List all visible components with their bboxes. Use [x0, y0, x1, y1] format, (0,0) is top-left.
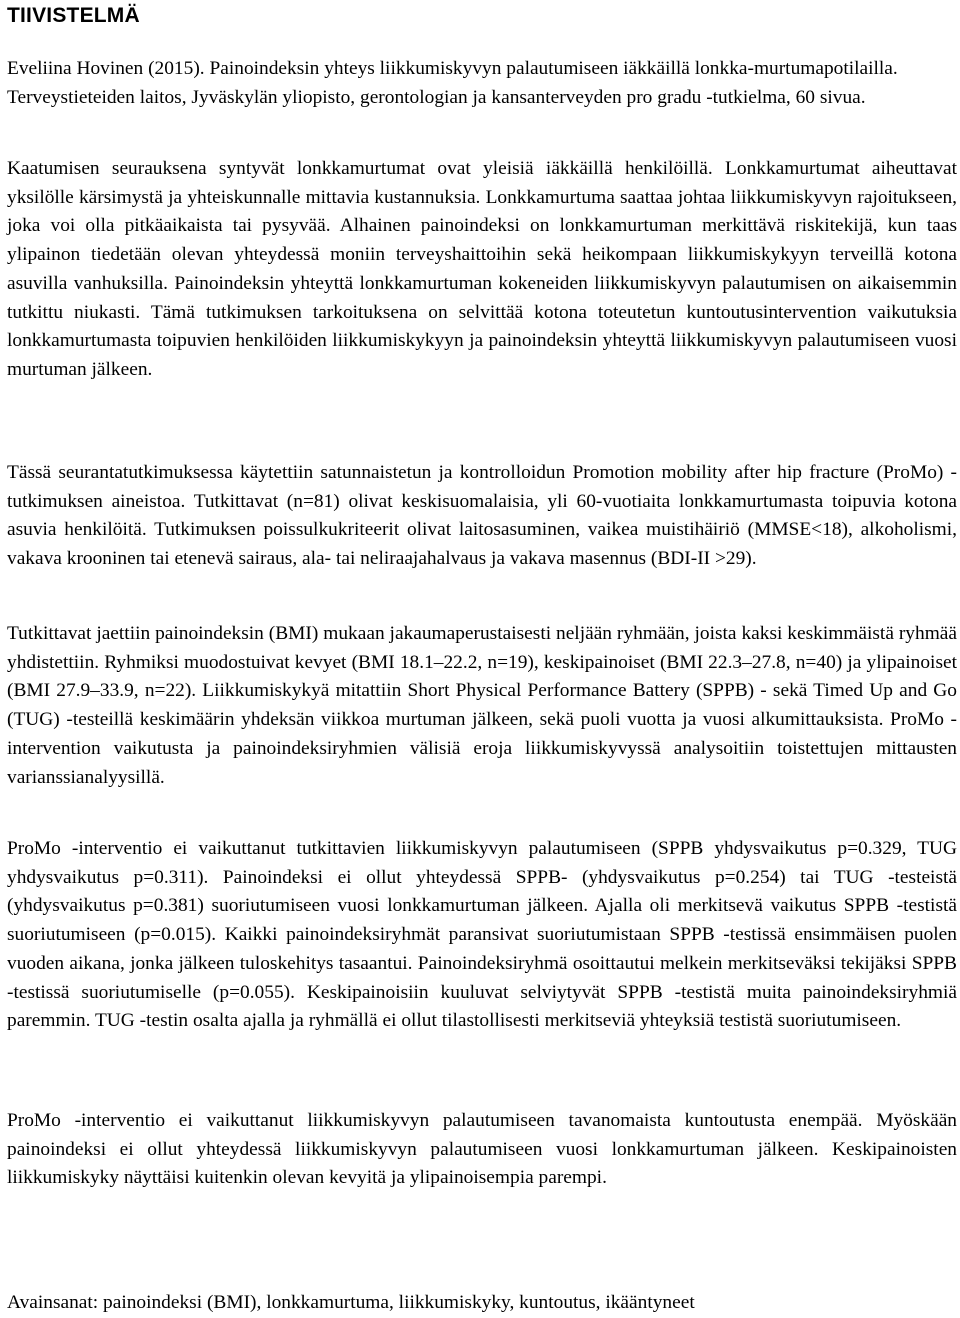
paragraph-groups: Tutkittavat jaettiin painoindeksin (BMI) mukaan jakaumaperustaisesti neljään ryhmään, joista kaksi keskimmäistä ryhmää yhdistettiin. Ryhmiksi muodostuivat kevyet (BMI 18.1–22.2, n=19), keskipainoiset (BMI 22.3–27.8, n=40) ja ylipainoiset (BMI 27.9–33.9, n=22). Liikkumiskykyä mitattiin Short Physical Performance Battery (SPPB) - sekä Timed Up and Go (TUG) -testeillä keskimäärin yhdeksän viikkoa murtuman jälkeen, sekä puoli vuotta ja vuosi alkumittauksista. ProMo -intervention vaikutusta ja painoindeksiryhmien välisiä eroja liikkumiskyvyssä analysoitiin toistettujen mittausten varianssianalyysillä. [7, 623, 957, 788]
paragraph-background: Kaatumisen seurauksena syntyvät lonkkamurtumat ovat yleisiä iäkkäillä henkilöillä. Lonkkamurtumat aiheuttavat yksilölle kärsimystä ja yhteiskunnalle mittavia kustannuksia. Lonkkamurtuma saattaa johtaa liikkumiskyvyn rajoitukseen, joka voi olla pitkäaikaista tai pysyvää. Alhainen painoindeksi on lonkkamurtuman merkittävä riskitekijä, kun taas ylipainon tiedetään olevan yhteydessä moniin terveyshaittoihin sekä heikompaan liikkumiskykyyn terveillä kotona asuvilla vanhuksilla. Painoindeksin yhteyttä lonkkamurtuman kokeneiden liikkumiskyvyn palautumisen on aikaisemmin tutkittu niukasti. Tämä tutkimuksen tarkoituksena on selvittää kotona toteutetun kuntoutusintervention vaikutuksia lonkkamurtumasta toipuvien henkilöiden liikkumiskykyyn ja painoindeksin yhteyttä liikkumiskyvyn palautumiseen vuosi murtuman jälkeen. [7, 158, 957, 380]
page-title: TIIVISTELMÄ [7, 4, 140, 27]
paragraph-methods: Tässä seurantatutkimuksessa käytettiin satunnaistetun ja kontrolloidun Promotion mobility after hip fracture (ProMo) -tutkimuksen aineistoa. Tutkittavat (n=81) olivat keskisuomalaisia, yli 60-vuotiaita lonkkamurtumasta toipuvia kotona asuvia henkilöitä. Tutkimuksen poissulkukriteerit olivat laitosasuminen, vaikea muistihäiriö (MMSE<18), alkoholismi, vakava krooninen tai etenevä sairaus, ala- tai neliraajahalvaus ja vakava masennus (BDI-II >29). [7, 462, 957, 570]
keywords: Avainsanat: painoindeksi (BMI), lonkkamurtuma, liikkumiskyky, kuntoutus, ikääntyneet [7, 1292, 695, 1313]
abstract-page [7, 0, 957, 1313]
paragraph-conclusions: ProMo -interventio ei vaikuttanut liikkumiskyvyn palautumiseen tavanomaista kuntoutusta enempää. Myöskään painoindeksi ei ollut yhteydessä liikkumiskyvyn palautumiseen vuosi lonkkamurtuman jälkeen. Keskipainoisten liikkumiskyky näyttäisi kuitenkin olevan kevyitä ja ylipainoisempia parempi. [7, 1110, 957, 1189]
citation: Eveliina Hovinen (2015). Painoindeksin yhteys liikkumiskyvyn palautumiseen iäkkäillä lonkka-murtumapotilailla. Terveystieteiden laitos, Jyväskylän yliopisto, gerontologian ja kansanterveyden pro gradu -tutkielma, 60 sivua. [7, 58, 898, 108]
paragraph-results: ProMo -interventio ei vaikuttanut tutkittavien liikkumiskyvyn palautumiseen (SPPB yhdysvaikutus p=0.329, TUG yhdysvaikutus p=0.311). Painoindeksi ei ollut yhteydessä SPPB- (yhdysvaikutus p=0.254) tai TUG -testeistä (yhdysvaikutus p=0.381) suoriutumiseen vuosi lonkkamurtuman jälkeen. Ajalla oli merkitsevä vaikutus SPPB -testistä suoriutumiseen (p=0.015). Kaikki painoindeksiryhmät paransivat suoriutumistaan SPPB -testissä ensimmäisen puolen vuoden aikana, jonka jälkeen tuloskehitys tasaantui. Painoindeksiryhmä osoittautui melkein merkitseväksi tekijäksi SPPB -testissä suoriutumiselle (p=0.055). Keskipainoisiin kuuluvat selviytyvät SPPB -testistä muita painoindeksiryhmiä paremmin. TUG -testin osalta ajalla ja ryhmällä ei ollut tilastollisesti merkitseviä yhteyksiä testistä suoriutumiseen. [7, 838, 957, 1032]
